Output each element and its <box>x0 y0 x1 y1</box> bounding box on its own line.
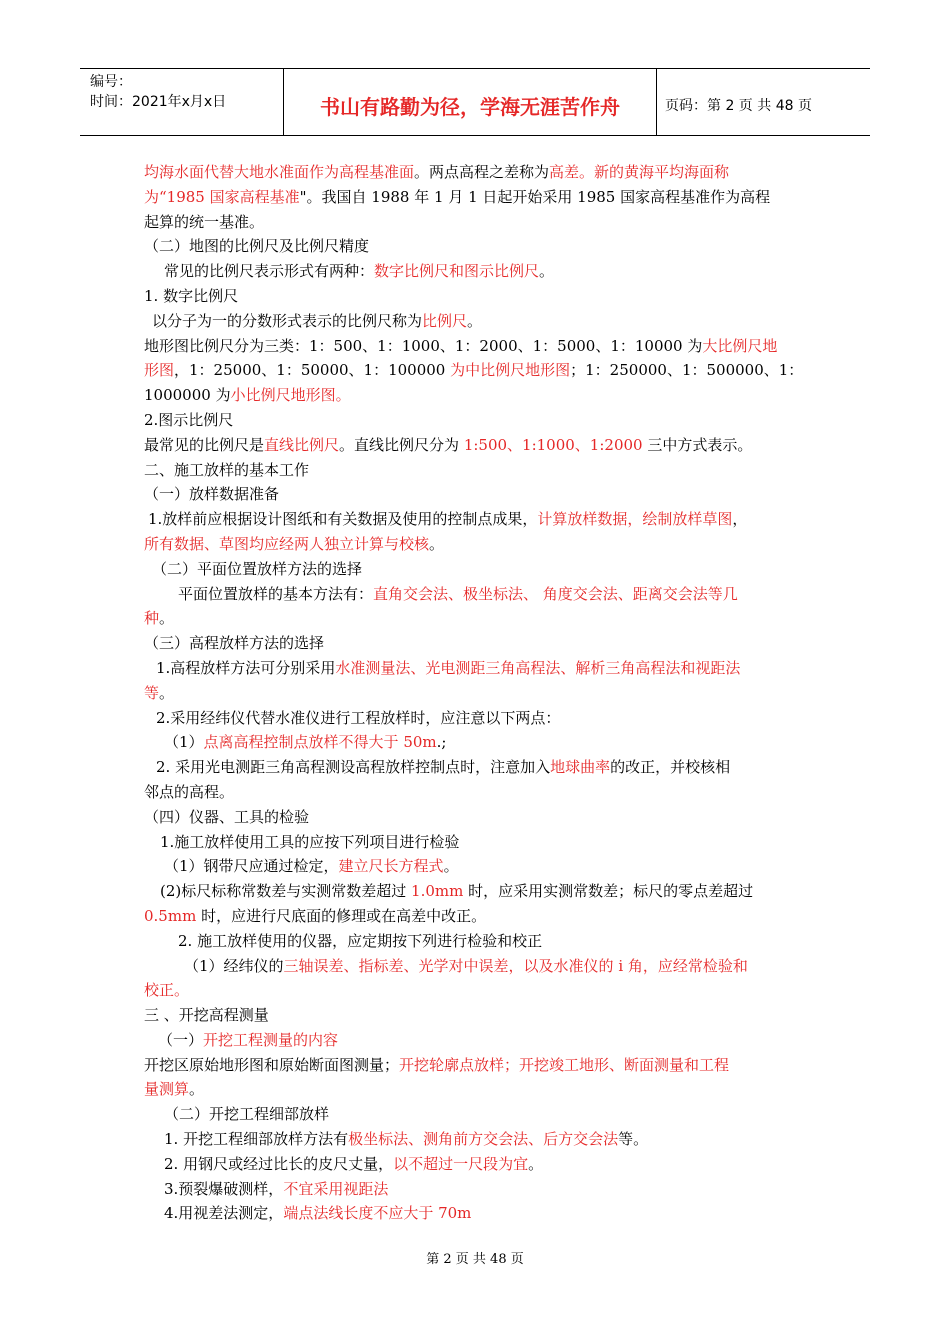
body-text: 起算的统一基准。 <box>144 212 265 231</box>
body-text: 。 <box>189 1080 205 1099</box>
body-text: 2.图示比例尺 <box>144 410 234 429</box>
text-line <box>144 830 812 855</box>
body-text: 平面位置放样的基本方法有： <box>178 584 374 603</box>
body-text: 。 <box>528 1154 544 1173</box>
text-line <box>144 780 812 805</box>
body-text: ；1：250000、1：500000、1： <box>570 361 804 380</box>
text-line <box>144 210 812 235</box>
text-line <box>144 383 812 408</box>
body-text: 1000000 为 <box>144 386 231 405</box>
body-text: （二）平面位置放样方法的选择 <box>152 559 363 578</box>
page-label: 页码：第 2 页 共 48 页 <box>665 98 812 114</box>
text-line <box>144 309 812 334</box>
body-text: 1. 数字比例尺 <box>144 286 239 305</box>
body-text: 的改正，并校核相 <box>610 758 731 777</box>
text-line <box>144 1102 812 1127</box>
body-text: 1.放样前应根据设计图纸和有关数据及使用的控制点成果， <box>148 510 538 529</box>
body-text: 。直线比例尺分为 <box>339 435 464 454</box>
body-text: 地形图比例尺分为三类：1：500、1：1000、1：2000、1：5000、1：10000 为 <box>144 336 703 355</box>
number-label: 编号： <box>90 74 132 90</box>
body-text: （一）放样数据准备 <box>144 485 280 504</box>
body-text: 。 <box>159 609 175 628</box>
document-body <box>144 160 812 1226</box>
body-text: 常见的比例尺表示形式有两种： <box>164 262 375 281</box>
highlight-text: 小比例尺地形图。 <box>230 386 351 405</box>
highlight-text: 大比例尺地 <box>702 336 778 355</box>
text-line <box>144 334 812 359</box>
highlight-text: 1.0mm <box>411 882 464 901</box>
text-line <box>144 1127 812 1152</box>
body-text: （二）地图的比例尺及比例尺精度 <box>144 237 370 256</box>
highlight-text: 三轴误差、指标差、光学对中误差，以及水准仪的 i 角，应经常检验和 <box>283 956 748 975</box>
text-line <box>144 631 812 656</box>
motto: 书山有路勤为径，学海无涯苦作舟 <box>320 95 620 119</box>
highlight-text: 为“1985 国家高程基准 <box>144 187 300 206</box>
header-meta-cell <box>80 69 284 135</box>
body-text: (2)标尺标称常数差与实测常数差超过 <box>160 882 412 901</box>
body-text: 2. 用钢尺或经过比长的皮尺丈量， <box>164 1154 394 1173</box>
highlight-text: 比例尺 <box>422 311 468 330</box>
body-text: 3.预裂爆破测样， <box>164 1179 284 1198</box>
highlight-text: 端点法线长度不应大于 70m <box>283 1204 472 1223</box>
body-text: 开挖区原始地形图和原始断面图测量； <box>144 1055 400 1074</box>
body-text: （1）钢带尺应通过检定， <box>164 857 339 876</box>
time-label: 时间： <box>90 94 132 110</box>
text-line <box>144 706 812 731</box>
text-line <box>144 1201 812 1226</box>
highlight-text: 1:500、1:1000、1:2000 <box>463 435 643 454</box>
body-text: .; <box>436 733 447 752</box>
text-line <box>144 160 812 185</box>
body-text: 时，应进行尺底面的修理或在高差中改正。 <box>196 906 487 925</box>
highlight-text: 种 <box>144 609 160 628</box>
highlight-text: 开挖轮廓点放样；开挖竣工地形、断面测量和工程 <box>399 1055 730 1074</box>
body-text: （1） <box>164 733 204 752</box>
text-line <box>144 656 812 681</box>
body-text: 二、施工放样的基本工作 <box>144 460 310 479</box>
text-line <box>144 879 812 904</box>
body-text: （二）开挖工程细部放样 <box>164 1105 330 1124</box>
body-text: 。 <box>467 311 483 330</box>
highlight-text: 。新的黄海平均海面称 <box>579 163 730 181</box>
page-footer: 第 2 页 共 48 页 <box>426 1252 524 1267</box>
body-text: ，1：25000、1：50000、1：100000 <box>174 361 451 380</box>
text-line <box>144 458 812 483</box>
highlight-text: 均海水面代替大地水准面作为高程基准面 <box>144 163 415 181</box>
body-text: 。两点高程之差称为 <box>414 163 550 181</box>
body-text: （一） <box>158 1030 204 1049</box>
body-text: 2. 采用光电测距三角高程测设高程放样控制点时，注意加入 <box>156 758 551 777</box>
header-table <box>80 68 870 136</box>
header-motto-cell <box>284 69 657 135</box>
body-text: （1）经纬仪的 <box>184 956 284 975</box>
highlight-text: 数字比例尺和图示比例尺 <box>374 262 540 281</box>
text-line <box>144 557 812 582</box>
highlight-text: 水准测量法、光电测距三角高程法、解析三角高程法和视距法 <box>335 658 741 677</box>
body-text: "。我国自 1988 年 1 月 1 日起开始采用 1985 国家高程基准作为高程 <box>299 187 771 206</box>
body-text: 三中方式表示。 <box>642 435 753 454</box>
highlight-text: 为中比例尺地形图 <box>450 361 571 380</box>
highlight-text: 开挖工程测量的内容 <box>203 1030 339 1049</box>
text-line <box>144 954 812 979</box>
body-text: ， <box>732 510 748 529</box>
time-value: 2021年x月x日 <box>132 94 227 110</box>
highlight-text: 地球曲率 <box>550 758 611 777</box>
body-text: 。 <box>443 857 459 876</box>
highlight-text: 形图 <box>144 361 175 380</box>
body-text: （三）高程放样方法的选择 <box>144 634 325 653</box>
highlight-text: 所有数据、草图均应经两人独立计算与校核 <box>144 534 430 553</box>
body-text: 。 <box>159 683 175 702</box>
body-text: 1. 开挖工程细部放样方法有 <box>164 1130 349 1149</box>
text-line <box>144 805 812 830</box>
highlight-text: 高差 <box>549 163 580 181</box>
highlight-text: 不宜采用视距法 <box>283 1179 389 1198</box>
body-text: 邻点的高程。 <box>144 782 235 801</box>
text-line <box>144 978 812 1003</box>
text-line <box>144 1152 812 1177</box>
highlight-text: 以不超过一尺段为宜 <box>393 1154 529 1173</box>
text-line <box>144 606 812 631</box>
body-text: （四）仪器、工具的检验 <box>144 807 310 826</box>
text-line <box>144 1053 812 1078</box>
text-line <box>144 854 812 879</box>
highlight-text: 直线比例尺 <box>264 435 340 454</box>
text-line <box>144 532 812 557</box>
highlight-text: 直角交会法、极坐标法、 角度交会法、距离交会法等几 <box>373 584 738 603</box>
highlight-text: 点离高程控制点放样不得大于 50m <box>203 733 437 752</box>
body-text: 1.施工放样使用工具的应按下列项目进行检验 <box>160 832 460 851</box>
highlight-text: 0.5mm <box>144 906 197 925</box>
body-text: 1.高程放样方法可分别采用 <box>156 658 336 677</box>
text-line <box>144 1077 812 1102</box>
body-text: 2. 施工放样使用的仪器，应定期按下列进行检验和校正 <box>178 931 543 950</box>
text-line <box>144 681 812 706</box>
text-line <box>144 730 812 755</box>
highlight-text: 校正。 <box>144 981 190 1000</box>
body-text: 2.采用经纬仪代替水准仪进行工程放样时，应注意以下两点： <box>156 708 561 727</box>
text-line <box>144 929 812 954</box>
time-line <box>90 91 226 111</box>
header-page-cell <box>657 69 870 135</box>
body-text: 。 <box>539 262 555 281</box>
text-line <box>144 1177 812 1202</box>
text-line <box>144 234 812 259</box>
highlight-text: 量测算 <box>144 1080 190 1099</box>
text-line <box>144 904 812 929</box>
text-line <box>144 408 812 433</box>
text-line <box>144 185 812 210</box>
text-line <box>144 259 812 284</box>
body-text: 等。 <box>618 1130 649 1149</box>
text-line <box>144 284 812 309</box>
body-text: 三 、开挖高程测量 <box>144 1006 269 1025</box>
body-text: 。 <box>429 534 445 553</box>
text-line <box>144 482 812 507</box>
text-line <box>144 358 812 383</box>
body-text: 最常见的比例尺是 <box>144 435 265 454</box>
highlight-text: 极坐标法、测角前方交会法、后方交会法 <box>348 1130 619 1149</box>
body-text: 4.用视差法测定， <box>164 1204 284 1223</box>
text-line <box>144 755 812 780</box>
text-line <box>144 1028 812 1053</box>
body-text: 时，应采用实测常数差；标尺的零点差超过 <box>463 882 754 901</box>
body-text: 以分子为一的分数形式表示的比例尺称为 <box>152 311 423 330</box>
text-line <box>144 507 812 532</box>
text-line <box>144 1003 812 1028</box>
highlight-text: 等 <box>144 683 160 702</box>
text-line <box>144 582 812 607</box>
highlight-text: 计算放样数据，绘制放样草图 <box>537 510 733 529</box>
highlight-text: 建立尺长方程式 <box>338 857 444 876</box>
text-line <box>144 433 812 458</box>
